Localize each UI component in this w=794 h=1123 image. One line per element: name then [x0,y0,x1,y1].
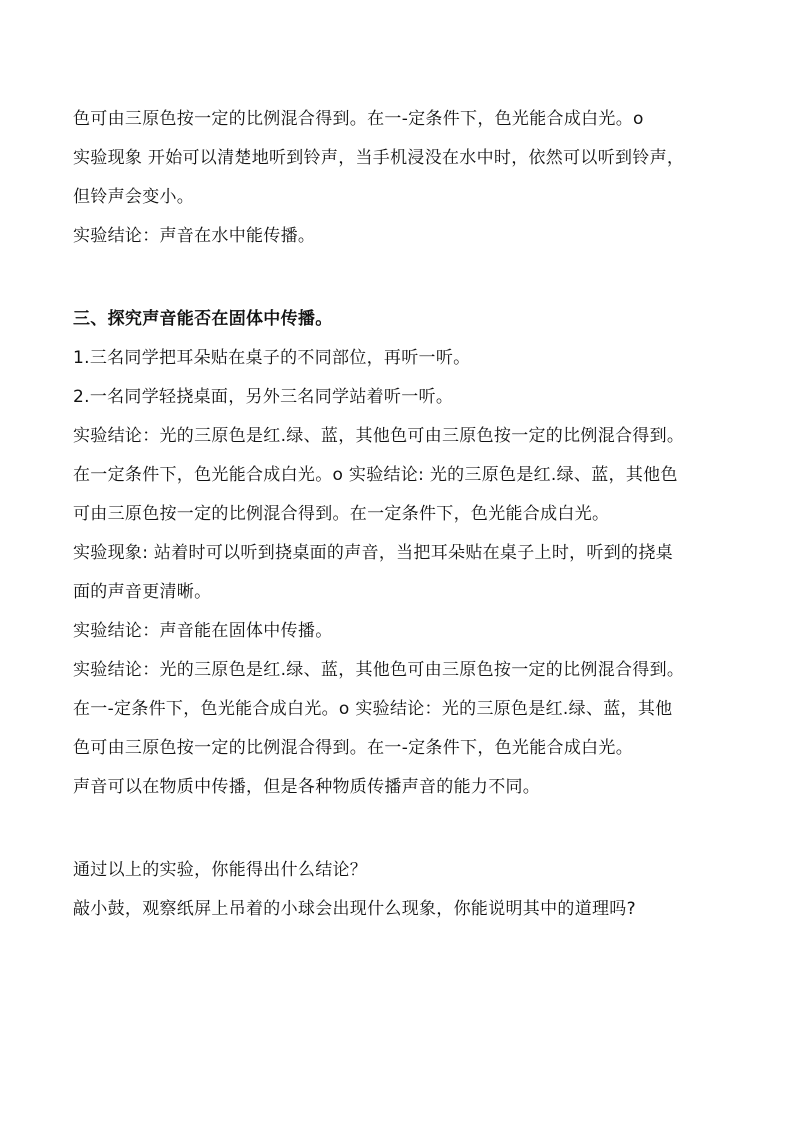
text-line: 色可由三原色按一定的比例混合得到。在一-定条件下，色光能合成白光。 [73,738,634,758]
paragraph-gap [73,807,725,851]
text-line: 实验现象: 站着时可以听到挠桌面的声音，当把耳朵贴在桌子上时，听到的挠桌 [73,543,673,563]
text-line: 通过以上的实验，你能得出什么结论？ [73,860,368,880]
text-line: 实验结论：声音在水中能传播。 [73,226,316,246]
text-line: 面的声音更清晰。 [73,582,212,602]
text-line: 敲小鼓，观察纸屏上吊着的小球会出现什么现象，你能说明其中的道理吗? [73,899,636,919]
text-line: 色可由三原色按一定的比例混合得到。在一-定条件下，色光能合成白光。o [73,109,644,129]
text-line: 在一定条件下，色光能合成白光。o 实验结论: 光的三原色是红.绿、蓝，其他色 [73,465,678,485]
section-heading: 三、探究声音能否在固体中传播。 [73,309,333,329]
paragraph-gap [73,256,725,300]
text-line: 但铃声会变小。 [73,187,195,207]
text-line: 可由三原色按一定的比例混合得到。在一定条件下，色光能合成白光。 [73,504,610,524]
text-line: 实验现象 开始可以清楚地听到铃声，当手机浸没在水中时，依然可以听到铃声， [73,148,685,168]
text-line: 1.三名同学把耳朵贴在桌子的不同部位，再听一听。 [73,348,471,368]
text-line: 2.一名同学轻挠桌面，另外三名同学站着听一听。 [73,387,454,407]
document-body [73,100,725,929]
text-line: 实验结论：声音能在固体中传播。 [73,621,333,641]
text-line: 声音可以在物质中传播，但是各种物质传播声音的能力不同。 [73,777,541,797]
text-line: 在一-定条件下，色光能合成白光。o 实验结论：光的三原色是红.绿、蓝，其他 [73,699,673,719]
text-line: 实验结论：光的三原色是红.绿、蓝，其他色可由三原色按一定的比例混合得到。 [73,660,685,680]
text-line: 实验结论：光的三原色是红.绿、蓝，其他色可由三原色按一定的比例混合得到。 [73,426,685,446]
